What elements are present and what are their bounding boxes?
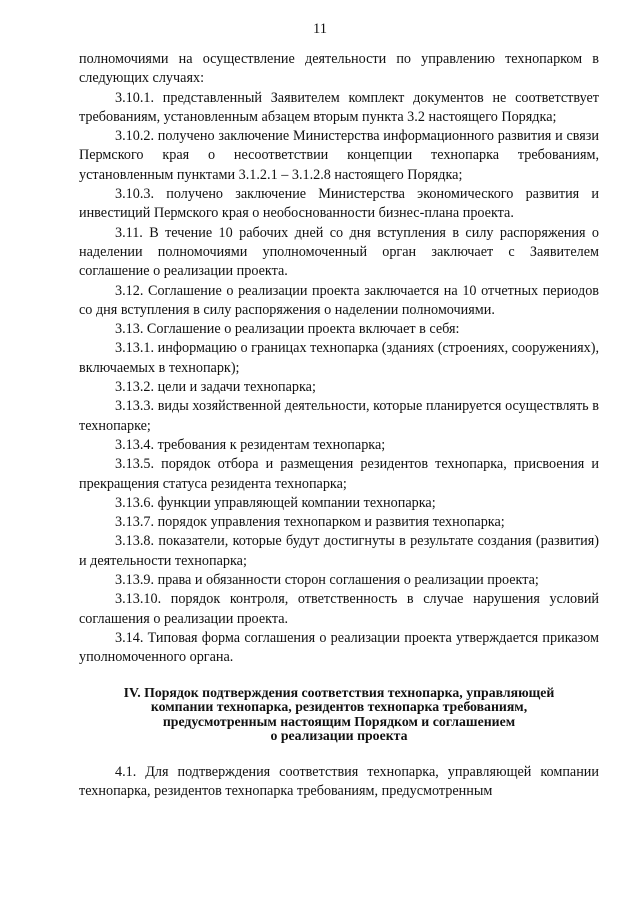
paragraph: 3.13. Соглашение о реализации проекта включает в себя: [115, 321, 460, 338]
page-number: 11 [313, 21, 327, 37]
paragraph: полномочиями на осуществление деятельности по управлению технопарком в следующих случаях: [79, 51, 599, 87]
paragraph: 3.13.4. требования к резидентам технопарка; [115, 436, 386, 453]
paragraph: 3.10.2. получено заключение Министерства информационного развития и связи Пермского края о несоответствии концепции технопарка требованиям, установленным пунктами 3.1.2.1 – 3.1.2.8 настоящего Порядка; [79, 128, 599, 183]
paragraph: 3.10.1. представленный Заявителем комплект документов не соответствует требованиям, установленным абзацем вторым пункта 3.2 настоящего Порядка; [79, 89, 599, 125]
paragraph-group-section-4 [79, 763, 599, 802]
paragraph: 3.13.9. права и обязанности сторон соглашения о реализации проекта; [115, 572, 539, 589]
paragraph: 3.13.6. функции управляющей компании технопарка; [115, 494, 436, 511]
section-heading [79, 686, 599, 744]
paragraph: 3.10.3. получено заключение Министерства экономического развития и инвестиций Пермского края о необоснованности бизнес-плана проекта. [79, 186, 599, 222]
paragraph: 3.13.5. порядок отбора и размещения резидентов технопарка, присвоения и прекращения статуса резидента технопарка; [79, 456, 599, 492]
paragraph-group-section-3 [79, 50, 599, 668]
section-heading-line: компании технопарка, резидентов технопарка требованиям, [150, 699, 528, 715]
paragraph: 3.11. В течение 10 рабочих дней со дня вступления в силу распоряжения о наделении полномочиями уполномоченный орган заключает с Заявителем соглашение о реализации проекта. [79, 224, 599, 280]
paragraph: 3.13.1. информацию о границах технопарка (зданиях (строениях, сооружениях), включаемых в технопарк); [79, 340, 599, 376]
paragraph: 3.13.2. цели и задачи технопарка; [115, 379, 316, 396]
paragraph: 3.13.3. виды хозяйственной деятельности, которые планируется осуществлять в технопарке; [79, 398, 599, 434]
paragraph: 3.12. Соглашение о реализации проекта заключается на 10 отчетных периодов со дня вступления в силу распоряжения о наделении полномочиями. [79, 282, 599, 318]
section-heading-line: IV. Порядок подтверждения соответствия технопарка, управляющей [123, 684, 555, 700]
paragraph: 3.13.10. порядок контроля, ответственность в случае нарушения условий соглашения о реализации проекта. [79, 591, 599, 627]
document-body [79, 50, 599, 801]
paragraph: 4.1. Для подтверждения соответствия технопарка, управляющей компании технопарка, резидентов технопарка требованиям, предусмотренным [79, 763, 599, 800]
section-heading-line: предусмотренным настоящим Порядком и соглашением [162, 713, 516, 729]
paragraph: 3.14. Типовая форма соглашения о реализации проекта утверждается приказом уполномоченного органа. [79, 629, 599, 666]
section-heading-line: о реализации проекта [270, 728, 408, 744]
paragraph: 3.13.8. показатели, которые будут достигнуты в результате создания (развития) и деятельности технопарка; [79, 533, 599, 569]
paragraph: 3.13.7. порядок управления технопарком и развития технопарка; [115, 514, 505, 531]
